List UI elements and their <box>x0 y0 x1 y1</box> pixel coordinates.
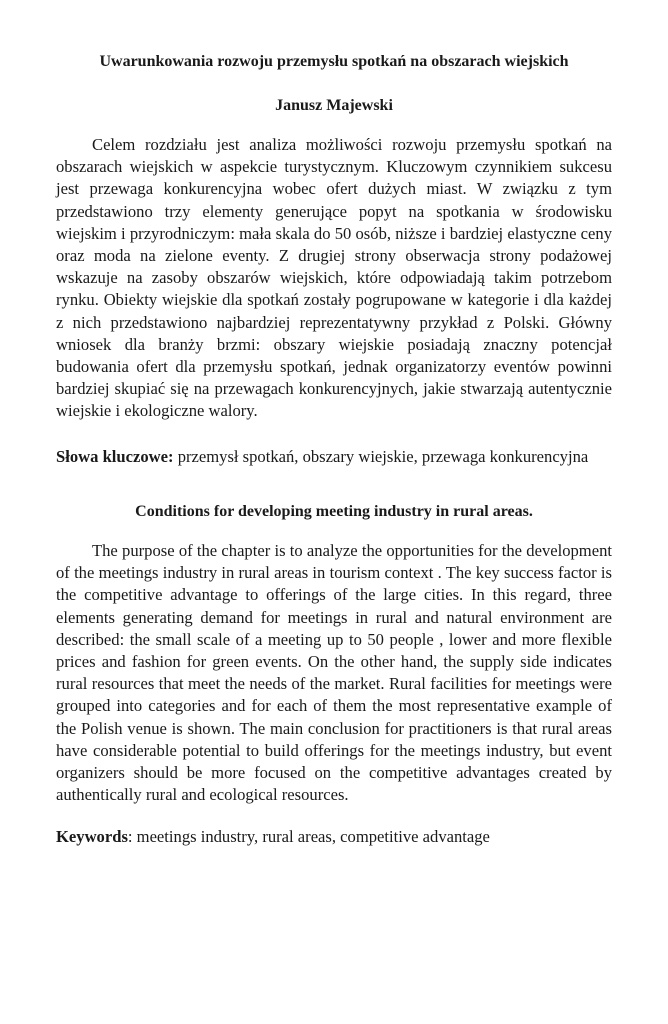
keywords-label-english: Keywords <box>56 827 128 846</box>
abstract-polish: Celem rozdziału jest analiza możliwości rozwoju przemysłu spotkań na obszarach wiejskich w aspekcie turystycznym. Kluczowym czynnikiem sukcesu jest przewaga konkurencyjna wobec ofert dużych miast. W związku z tym przedstawiono trzy elementy generujące popyt na spotkania w środowisku wiejskim i przyrodniczym: mała skala do 50 osób, niższe i bardziej elastyczne ceny oraz moda na zielone eventy. Z drugiej strony obserwacja strony podażowej wskazuje na zasoby obszarów wiejskich, które odpowiadają takim potrzebom rynku. Obiekty wiejskie dla spotkań zostały pogrupowane w kategorie i dla każdej z nich przedstawiono najbardziej reprezentatywny przykład z Polski. Główny wniosek dla branży brzmi: obszary wiejskie posiadają znaczny potencjał budowania ofert dla przemysłu spotkań, jednak organizatorzy eventów powinni bardziej skupiać się na przewagach konkurencyjnych, jakie stwarzają autentycznie wiejskie i ekologiczne walory. <box>56 135 612 421</box>
keywords-polish <box>56 446 612 468</box>
author-name: Janusz Majewski <box>275 97 393 114</box>
keywords-list-polish: przemysł spotkań, obszary wiejskie, przewaga konkurencyjna <box>173 447 589 466</box>
abstract-english: The purpose of the chapter is to analyze the opportunities for the development of the meetings industry in rural areas in tourism context . The key success factor is the competitive advantage to offerings of the large cities. In this regard, three elements generating demand for meetings in rural and natural environment are described: the small scale of a meeting up to 50 people , lower and more flexible prices and fashion for green events. On the other hand, the supply side indicates rural resources that meet the needs of the market. Rural facilities for meetings were grouped into categories and for each of them the most representative example of the Polish venue is shown. The main conclusion for practitioners is that rural areas have considerable potential to build offerings for the meetings industry, but event organizers should be more focused on the competitive advantages created by authentically rural and ecological resources. <box>56 541 612 805</box>
keywords-list-english: : meetings industry, rural areas, competitive advantage <box>127 827 490 846</box>
keywords-label-polish: Słowa kluczowe: <box>56 447 174 466</box>
chapter-title-english: Conditions for developing meeting industry in rural areas. <box>135 503 533 520</box>
chapter-title-polish: Uwarunkowania rozwoju przemysłu spotkań na obszarach wiejskich <box>99 53 569 70</box>
keywords-english <box>56 826 612 848</box>
